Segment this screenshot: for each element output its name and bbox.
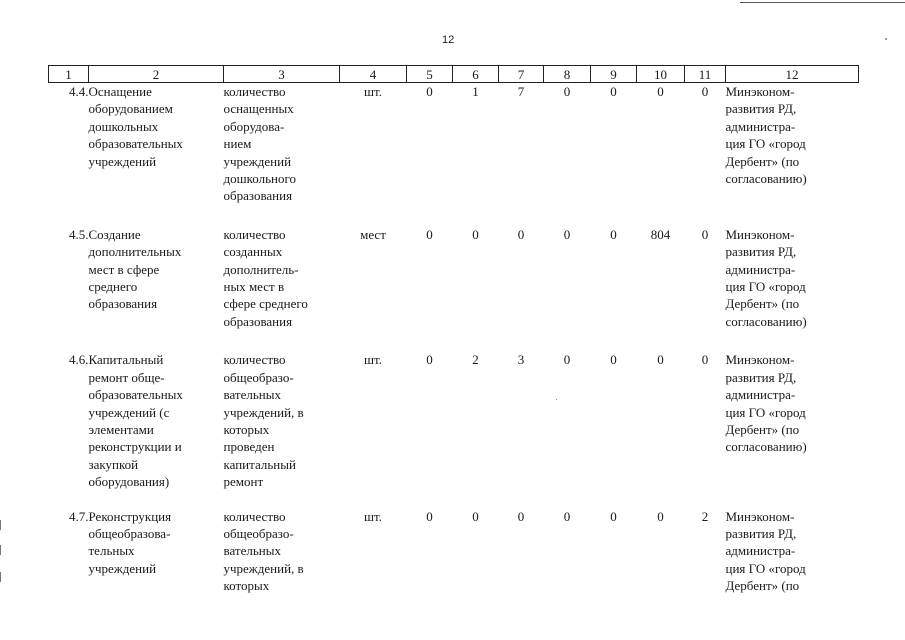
column-header: 3 — [224, 66, 340, 83]
text-line: закупкой — [88, 456, 139, 472]
value-cell: 0 — [472, 508, 479, 524]
table-row — [49, 508, 859, 595]
value-cell: 1 — [472, 84, 479, 99]
text-line: ремонт — [223, 474, 264, 490]
text-line: ция ГО «город — [725, 136, 806, 152]
text-line: учреждений — [223, 153, 292, 169]
indicators-table-wrapper — [48, 65, 858, 595]
unit-cell: мест — [360, 226, 386, 242]
text-line: дополнитель- — [223, 261, 299, 277]
row-number: 4.5. — [69, 226, 89, 242]
text-line: развития РД, — [725, 369, 797, 385]
text-line: дополнительных — [88, 244, 182, 260]
value-cell: 7 — [517, 84, 525, 99]
row-number: 4.4. — [69, 84, 89, 99]
text-line: администра- — [725, 387, 796, 403]
row-number: 4.7. — [69, 508, 89, 524]
text-line: количество — [223, 508, 286, 524]
value-cell: 804 — [650, 226, 671, 242]
text-line: дошкольных — [88, 118, 159, 134]
text-line: созданных — [223, 244, 283, 260]
column-header: 4 — [340, 66, 407, 83]
table-row — [49, 226, 859, 351]
value-cell: 0 — [517, 226, 525, 242]
column-header: 6 — [453, 66, 499, 83]
text-line: мест в сфере — [88, 261, 160, 277]
text-line: дошкольного — [223, 171, 296, 187]
text-line: среднего — [88, 279, 138, 295]
measure-name — [89, 226, 224, 351]
value-cell: 2 — [472, 352, 479, 368]
text-line: администра- — [725, 118, 796, 134]
indicator-name — [224, 83, 340, 226]
text-line: оснащенных — [223, 101, 294, 117]
text-line: ция ГО «город — [725, 404, 806, 420]
text-line: Дербент» (по — [725, 296, 800, 312]
responsible-cell — [726, 508, 859, 595]
text-line: общеобразо- — [223, 369, 294, 385]
value-cell: 0 — [657, 84, 664, 99]
text-line: Оснащение — [88, 84, 152, 99]
text-line: учреждений (с — [88, 404, 170, 420]
scan-edge-line — [740, 2, 905, 3]
text-line: нием — [223, 136, 252, 152]
column-header: 2 — [89, 66, 224, 83]
text-line: общеобразо- — [223, 525, 294, 541]
text-line: реконструкции и — [88, 439, 182, 455]
unit-cell: шт. — [364, 508, 382, 524]
text-line: Создание — [88, 226, 141, 242]
column-header: 10 — [637, 66, 685, 83]
text-line: образования — [223, 188, 293, 204]
value-cell: 0 — [657, 508, 664, 524]
text-line: количество — [223, 352, 286, 368]
value-cell: 0 — [563, 508, 571, 524]
responsible-cell — [726, 351, 859, 507]
text-line: ция ГО «город — [725, 279, 806, 295]
text-line: Минэконом- — [725, 508, 795, 524]
value-cell: 0 — [657, 352, 664, 368]
text-line: учреждений, в — [223, 560, 304, 576]
text-line: вательных — [223, 387, 281, 403]
page-number: 12 — [442, 34, 455, 46]
table-header-row — [49, 66, 859, 83]
responsible-cell — [726, 83, 859, 226]
text-line: образования — [88, 296, 158, 312]
text-line: Реконструкция — [88, 508, 172, 524]
value-cell: 0 — [426, 352, 433, 368]
text-line: развития РД, — [725, 101, 797, 117]
text-line: образовательных — [88, 387, 183, 403]
responsible-cell — [726, 226, 859, 351]
text-line: вательных — [223, 543, 281, 559]
value-cell: 3 — [517, 352, 525, 368]
column-header: 9 — [591, 66, 637, 83]
value-cell: 0 — [610, 352, 617, 368]
text-line: Минэконом- — [725, 352, 795, 368]
value-cell: 0 — [517, 508, 525, 524]
value-cell: 0 — [610, 84, 617, 99]
value-cell: 0 — [610, 508, 617, 524]
indicator-name — [224, 226, 340, 351]
text-line: администра- — [725, 543, 796, 559]
text-line: капитальный — [223, 456, 296, 472]
indicators-table — [48, 65, 859, 595]
measure-name — [89, 508, 224, 595]
text-line: сфере среднего — [223, 296, 308, 312]
value-cell: 0 — [563, 352, 571, 368]
text-line: Минэконом- — [725, 226, 795, 242]
text-line: элементами — [88, 421, 154, 437]
unit-cell: шт. — [364, 352, 382, 368]
text-line: Дербент» (по — [725, 578, 800, 594]
value-cell: 0 — [426, 508, 433, 524]
scan-margin-mark — [0, 520, 1, 530]
text-line: ремонт обще- — [88, 369, 165, 385]
value-cell: 2 — [701, 508, 709, 524]
column-header: 7 — [499, 66, 544, 83]
text-line: оборудованием — [88, 101, 173, 117]
text-line: количество — [223, 226, 286, 242]
text-line: образования — [223, 313, 293, 329]
text-line: учреждений — [88, 560, 157, 576]
column-header: 11 — [685, 66, 726, 83]
value-cell: 0 — [563, 226, 571, 242]
text-line: Минэконом- — [725, 84, 795, 99]
text-line: согласованию) — [725, 439, 807, 455]
measure-name — [89, 83, 224, 226]
text-line: ция ГО «город — [725, 560, 806, 576]
indicator-name — [224, 351, 340, 507]
text-line: согласованию) — [725, 313, 807, 329]
table-row — [49, 351, 859, 507]
column-header: 1 — [49, 66, 89, 83]
text-line: Дербент» (по — [725, 421, 800, 437]
value-cell: 0 — [701, 84, 709, 99]
text-line: количество — [223, 84, 286, 99]
value-cell: 0 — [426, 226, 433, 242]
text-line: учреждений — [88, 153, 157, 169]
text-line: оборудования) — [88, 474, 170, 490]
text-line: развития РД, — [725, 525, 797, 541]
text-line: развития РД, — [725, 244, 797, 260]
value-cell: 0 — [610, 226, 617, 242]
text-line: которых — [223, 578, 270, 594]
scan-margin-mark — [0, 545, 1, 555]
text-line: оборудова- — [223, 118, 285, 134]
text-line: Капитальный — [88, 352, 164, 368]
text-line: проведен — [223, 439, 275, 455]
column-header: 12 — [726, 66, 859, 83]
column-header: 8 — [544, 66, 591, 83]
text-line: согласованию) — [725, 171, 807, 187]
text-line: ных мест в — [223, 279, 285, 295]
value-cell: 0 — [426, 84, 433, 99]
measure-name — [89, 351, 224, 507]
value-cell: 0 — [701, 352, 709, 368]
value-cell: 0 — [472, 226, 479, 242]
text-line: Дербент» (по — [725, 153, 800, 169]
scan-speck — [885, 38, 887, 40]
column-header: 5 — [407, 66, 453, 83]
text-line: администра- — [725, 261, 796, 277]
text-line: которых — [223, 421, 270, 437]
text-line: образовательных — [88, 136, 183, 152]
text-line: общеобразова- — [88, 525, 171, 541]
table-row — [49, 83, 859, 226]
scan-margin-mark — [0, 572, 1, 582]
value-cell: 0 — [563, 84, 571, 99]
indicator-name — [224, 508, 340, 595]
unit-cell: шт. — [364, 84, 382, 99]
value-cell: 0 — [701, 226, 709, 242]
row-number: 4.6. — [69, 352, 89, 368]
text-line: учреждений, в — [223, 404, 304, 420]
text-line: тельных — [88, 543, 135, 559]
